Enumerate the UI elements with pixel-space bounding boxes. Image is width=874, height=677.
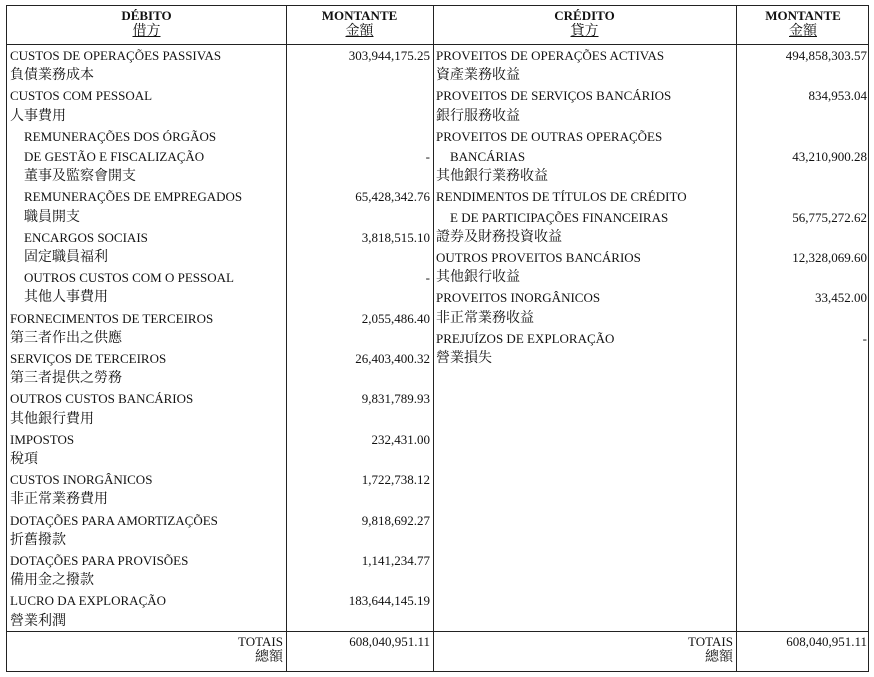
credit-row-amount: 12,328,069.60 (792, 250, 867, 265)
totals-label: TOTAIS (238, 634, 283, 649)
debit-row-label: 第三者提供之勞務 (10, 371, 122, 387)
credit-total-amount: 608,040,951.11 (786, 634, 867, 649)
credit-row-label: PROVEITOS DE OUTRAS OPERAÇÕES (436, 128, 663, 144)
debit-row-label: 折舊撥款 (10, 532, 66, 548)
credit-row-label: PREJUÍZOS DE EXPLORAÇÃO (436, 330, 615, 346)
credit-header-label: CRÉDITO (554, 8, 615, 23)
debit-amount-header (286, 8, 433, 40)
debit-row-amount: 9,831,789.93 (361, 391, 430, 407)
header-divider (7, 44, 868, 45)
credit-row-label: PROVEITOS DE OPERAÇÕES ACTIVAS (436, 48, 665, 63)
debit-row-label: 備用金之撥款 (10, 573, 94, 589)
debit-row-label: CUSTOS DE OPERAÇÕES PASSIVAS (10, 48, 222, 63)
credit-row-amount: 33,452.00 (815, 290, 867, 306)
debit-row-label: IMPOSTOS (10, 431, 75, 447)
debit-row-label: 其他人事費用 (24, 290, 108, 306)
credit-row-label: 其他銀行收益 (436, 270, 520, 286)
debit-row-label: REMUNERAÇÕES DE EMPREGADOS (24, 189, 243, 205)
credit-header-label-zh: 貸方 (570, 24, 599, 39)
debit-row-label: DOTAÇÕES PARA PROVISÕES (10, 553, 189, 568)
debit-header-label-zh: 借方 (132, 24, 161, 39)
credit-row-label: PROVEITOS INORGÂNICOS (436, 290, 601, 306)
debit-row-label: CUSTOS COM PESSOAL (10, 88, 153, 104)
amount-header-label-zh: 金額 (345, 24, 374, 39)
debit-row-label: 董事及監察會開支 (24, 169, 136, 185)
debit-row-label: OUTROS CUSTOS COM O PESSOAL (24, 270, 234, 286)
debit-row-amount: 232,431.00 (371, 431, 430, 447)
debit-row-label: FORNECIMENTOS DE TERCEIROS (10, 310, 214, 326)
debit-row-label: 固定職員福利 (24, 250, 108, 265)
debit-row-label: LUCRO DA EXPLORAÇÃO (10, 593, 167, 609)
debit-row-label: SERVIÇOS DE TERCEIROS (10, 351, 167, 366)
debit-row-label: ENCARGOS SOCIAIS (24, 229, 148, 245)
credit-row-label: E DE PARTICIPAÇÕES FINANCEIRAS (450, 209, 669, 225)
amount-header-label: MONTANTE (321, 8, 398, 23)
debit-row-label: 人事費用 (10, 108, 66, 124)
debit-row-amount: 65,428,342.76 (355, 189, 430, 205)
debit-row-amount: - (425, 149, 430, 164)
financial-statement-table (6, 5, 869, 672)
debit-totals-label (157, 634, 283, 666)
debit-row-label: 營業利潤 (10, 613, 66, 629)
debit-row-label: DE GESTÃO E FISCALIZAÇÃO (24, 149, 205, 164)
column-divider (286, 6, 287, 671)
debit-row-label: OUTROS CUSTOS BANCÁRIOS (10, 391, 194, 407)
credit-row-label: 非正常業務收益 (436, 310, 534, 326)
credit-row-label: 證券及財務投資收益 (436, 229, 562, 245)
debit-row-amount: 2,055,486.40 (361, 310, 430, 326)
debit-row-label: 職員開支 (24, 209, 80, 225)
debit-row-label: 非正常業務費用 (10, 492, 108, 508)
credit-row-label: 銀行服務收益 (436, 108, 520, 124)
debit-header-label: DÉBITO (121, 8, 172, 23)
debit-row-label: CUSTOS INORGÂNICOS (10, 472, 153, 488)
credit-row-label: OUTROS PROVEITOS BANCÁRIOS (436, 250, 641, 265)
credit-row-label: 資產業務收益 (436, 68, 520, 84)
credit-row-label: BANCÁRIAS (450, 149, 526, 164)
amount-header-label: MONTANTE (765, 8, 841, 23)
debit-total-amount: 608,040,951.11 (349, 634, 430, 649)
credit-row-amount: 56,775,272.62 (792, 209, 867, 225)
credit-row-amount: 43,210,900.28 (792, 149, 867, 164)
credit-row-label: 營業損失 (436, 351, 492, 366)
debit-row-amount: 3,818,515.10 (361, 229, 430, 245)
totals-label: TOTAIS (688, 634, 733, 649)
credit-row-label: PROVEITOS DE SERVIÇOS BANCÁRIOS (436, 88, 672, 104)
column-divider (433, 6, 434, 671)
debit-row-amount: 183,644,145.19 (348, 593, 430, 609)
debit-row-amount: 1,141,234.77 (361, 553, 430, 568)
debit-row-label: 負債業務成本 (10, 68, 94, 84)
credit-amount-header (736, 8, 870, 40)
debit-row-label: DOTAÇÕES PARA AMORTIZAÇÕES (10, 512, 218, 528)
credit-row-amount: - (862, 330, 867, 346)
debit-header (7, 8, 286, 40)
amount-header-label-zh: 金額 (789, 24, 817, 39)
credit-row-label: 其他銀行業務收益 (436, 169, 548, 185)
debit-row-label: REMUNERAÇÕES DOS ÓRGÃOS (24, 128, 217, 144)
debit-row-amount: 26,403,400.32 (355, 351, 430, 366)
debit-row-amount: 303,944,175.25 (348, 48, 430, 63)
debit-row-label: 稅項 (10, 452, 38, 467)
debit-row-amount: - (425, 270, 430, 286)
credit-totals-label (607, 634, 733, 666)
debit-row-amount: 1,722,738.12 (361, 472, 430, 488)
credit-row-label: RENDIMENTOS DE TÍTULOS DE CRÉDITO (436, 189, 687, 205)
totals-label-zh: 總額 (255, 650, 283, 665)
totals-label-zh: 總額 (705, 650, 733, 665)
debit-row-amount: 9,818,692.27 (361, 512, 430, 528)
credit-header (433, 8, 736, 40)
totals-divider (7, 631, 868, 632)
debit-row-label: 其他銀行費用 (10, 411, 94, 427)
credit-row-amount: 834,953.04 (808, 88, 867, 104)
credit-row-amount: 494,858,303.57 (785, 48, 867, 63)
debit-row-label: 第三者作出之供應 (10, 330, 122, 346)
